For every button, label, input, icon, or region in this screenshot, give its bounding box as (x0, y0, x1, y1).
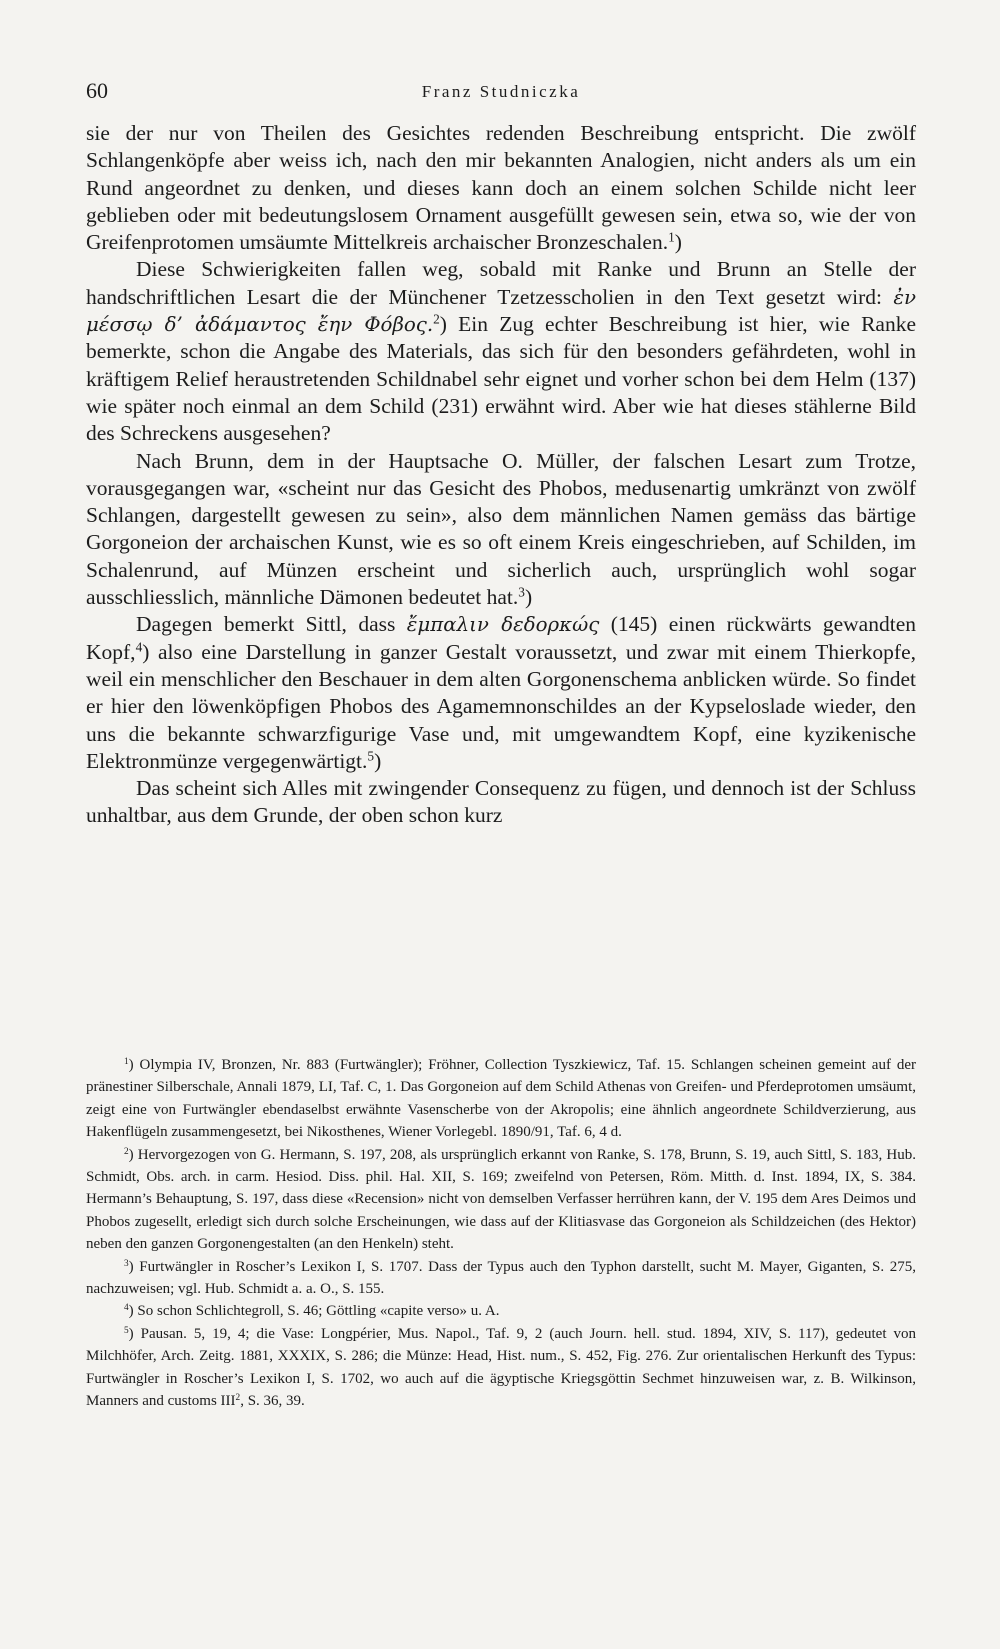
footnote (86, 1256, 916, 1301)
footnote-marker: 3 (124, 1258, 129, 1269)
text-run: ) Olympia IV, Bronzen, Nr. 883 (Furtwängler); Fröhner, Collection Tyszkiewicz, Taf. 15. Schlangen scheinen gemeint auf der pränestiner Silberschale, Annali 1879, LI, Taf. C, 1. Das Gorgoneion auf dem Schild Athenas von Greifen- und Pferdeprotomen umsäumt, zeigt eine von Furtwängler ebendaselbst erwähnte Vasenscherbe von der Akropolis; eine ähnlich angeordnete Schildverzierung, aus Hakenflügeln zusammengesetzt, bei Nikosthenes, Wiener Vorlegebl. 1890/91, Taf. 6, 4 d. (86, 1057, 916, 1141)
text-run: Nach Brunn, dem in der Hauptsache O. Müller, der falschen Lesart zum Trotze, vorausgegangen war, «scheint nur das Gesicht des Phobos, medusenartig umkränzt von zwölf Schlangen, dargestellt gewesen zu sein», also dem männlichen Namen gemäss das bärtige Gorgoneion der archaischen Kunst, wie es so oft einem Kreis eingeschrieben, auf Schilden, im Schalenrund, auf Münzen erscheint und sicherlich auch, ursprünglich wohl sogar ausschliesslich, männliche Dämonen bedeutet hat. (86, 448, 916, 610)
footnote (86, 1144, 916, 1256)
text-run: Dagegen bemerkt Sittl, dass (136, 612, 407, 637)
greek-quote: ἔμπαλιν δεδορκώς (406, 613, 600, 637)
footnote-marker: 4 (124, 1303, 129, 1314)
footnote (86, 1054, 916, 1144)
text-run: ) (674, 230, 682, 255)
text-run: ) also eine Darstellung in ganzer Gestalt voraussetzt, und zwar mit einem Thierkopfe, weil ein menschlicher den Beschauer in dem alten Gorgonenschema anblicken würde. So findet er hier den löwenköpfigen Phobos des Agamemnonschildes an der Kypseloslade wieder, den uns die bekannte schwarzfigurige Vase und, mit umgewandtem Kopf, eine kyzikenische Elektronmünze vergegenwärtigt. (86, 639, 916, 773)
text-run: Das scheint sich Alles mit zwingender Consequenz zu fügen, und dennoch ist der Schluss unhaltbar, aus dem Grunde, der oben schon kurz (86, 776, 916, 828)
text-run: (145) einen rückwärts gewandten Kopf, (86, 612, 916, 664)
footnote-marker: 2 (235, 1392, 241, 1403)
body-paragraph (86, 120, 916, 256)
footnote-marker: 5 (367, 748, 375, 764)
body-paragraph (86, 775, 916, 830)
body-paragraph (86, 448, 916, 612)
text-run: , S. 36, 39. (240, 1393, 305, 1410)
footnote-marker: 3 (518, 584, 525, 600)
text-run: Diese Schwierigkeiten fallen weg, sobald mit Ranke und Brunn an Stelle der handschriftlichen Lesart die der Münchener Tzetzesscholien in den Text gesetzt wird: (86, 257, 916, 309)
main-text (86, 120, 916, 830)
page-number: 60 (86, 78, 108, 103)
greek-quote: ἐν μέσσῳ δ’ ἀδάμαντος ἔην Φόβος. (86, 285, 916, 337)
text-run: ) (374, 748, 382, 773)
running-head: Franz Studniczka (421, 82, 581, 101)
body-paragraph (86, 256, 916, 447)
footnote-marker: 1 (668, 229, 675, 245)
footnote-marker: 2 (433, 311, 440, 327)
footnotes (86, 1054, 916, 1413)
footnote-marker: 5 (124, 1325, 129, 1336)
text-run: ) So schon Schlichtegroll, S. 46; Göttling «capite verso» u. A. (128, 1303, 500, 1320)
page-header (86, 78, 916, 108)
text-run: ) Hervorgezogen von G. Hermann, S. 197, 208, als ursprünglich erkannt von Ranke, S. 178, Brunn, S. 19, auch Sittl, S. 183, Hub. Schmidt, Obs. arch. in carm. Hesiod. Diss. phil. Hal. XII, S. 169; zweifelnd von Petersen, Röm. Mitth. d. Inst. 1894, IX, S. 384. Hermann’s Behauptung, S. 197, dass diese «Recension» nicht von demselben Verfasser herrühren kann, der V. 195 dem Ares Deimos und Phobos zugesellt, erledigt sich durch solche Erscheinungen, wie dass auf der Klitiasvase das Gorgoneion als Schildzeichen (des Hektor) neben den ganzen Gorgonengestalten (an den Henkeln) steht. (86, 1146, 916, 1253)
text-run: ) Pausan. 5, 19, 4; die Vase: Longpérier, Mus. Napol., Taf. 9, 2 (auch Journ. hell. stud. 1894, XIV, S. 117), gedeutet von Milchhöfer, Arch. Zeitg. 1881, XXXIX, S. 286; die Münze: Head, Hist. num., S. 452, Fig. 276. Zur orientalischen Herkunft des Typus: Furtwängler in Roscher’s Lexikon I, S. 1702, wo auch auf die ägyptische Kriegsgöttin Sechmet hinzuweisen war, z. B. Wilkinson, Manners and customs III (86, 1325, 916, 1410)
text-run: ) Furtwängler in Roscher’s Lexikon I, S. 1707. Dass der Typus auch den Typhon darstellt, sucht M. Mayer, Giganten, S. 275, nachzuweisen; vgl. Hub. Schmidt a. a. O., S. 155. (86, 1258, 916, 1298)
footnote-marker: 1 (124, 1056, 129, 1067)
footnote-marker: 2 (124, 1146, 129, 1157)
body-paragraph (86, 611, 916, 775)
text-run: ) Ein Zug echter Beschreibung ist hier, wie Ranke bemerkte, schon die Angabe des Materials, das sich für den besonders gefährdeten, wohl in kräftigem Relief heraustretenden Schildnabel sehr eignet und vorher schon bei dem Helm (137) wie später noch einmal an dem Schild (231) erwähnt wird. Aber wie hat dieses stählerne Bild des Schreckens ausgesehen? (86, 312, 916, 446)
footnote (86, 1300, 916, 1322)
text-run: sie der nur von Theilen des Gesichtes redenden Beschreibung entspricht. Die zwölf Schlangenköpfe aber weiss ich, nach den mir bekannten Analogien, nicht anders als um ein Rund angeordnet zu denken, und dieses kann doch an einem solchen Schilde nicht leer geblieben oder mit bedeutungslosem Ornament ausgefüllt gewesen sein, etwa so, wie der von Greifenprotomen umsäumte Mittelkreis archaischer Bronzeschalen. (86, 121, 916, 255)
footnote (86, 1323, 916, 1413)
text-run: ) (524, 585, 533, 610)
footnote-marker: 4 (135, 639, 143, 655)
